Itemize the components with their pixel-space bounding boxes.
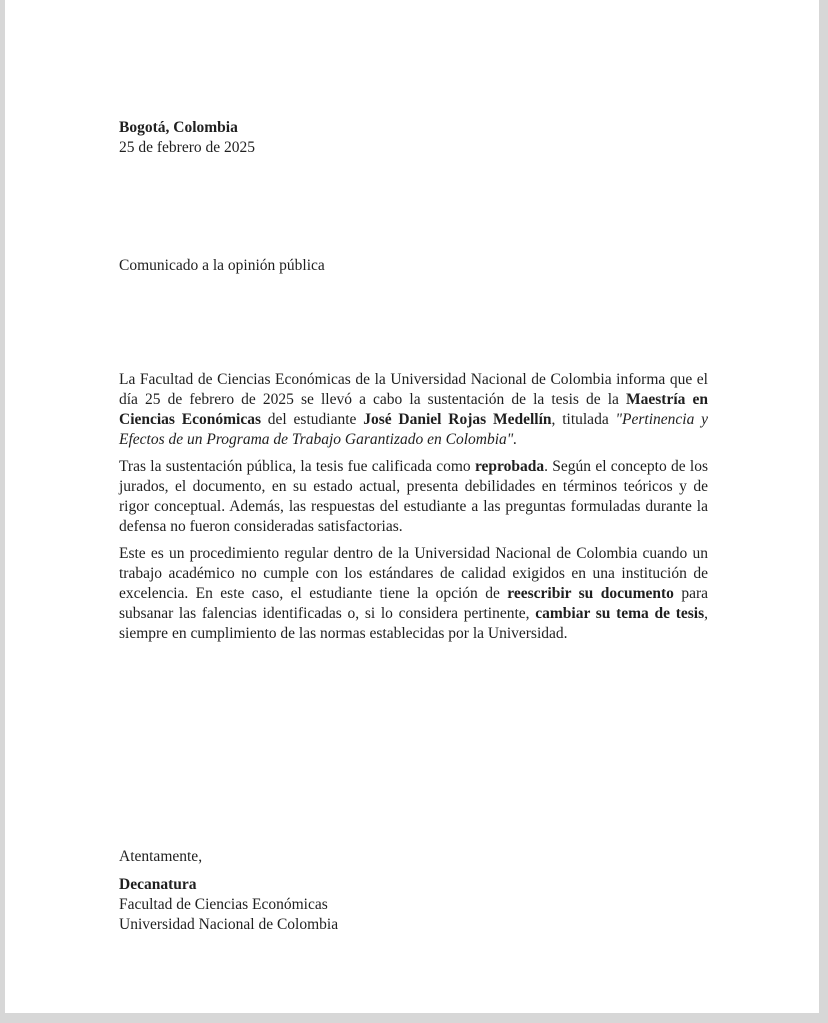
text-segment: . Según el concepto de los jurados, el documento, en su estado actual, presenta debilidades en términos teóricos y de rigor conceptual. Además, las respuestas del estudiante a las preguntas formuladas durante la defensa no fueron consideradas satisfactorias. [119, 458, 708, 535]
letter-body [119, 370, 708, 651]
letter-date-line: 25 de febrero de 2025 [119, 139, 256, 156]
text-segment: para subsanar las falencias identificadas o, si lo considera pertinente, [119, 585, 708, 622]
text-segment: La Facultad de Ciencias Económicas de la Universidad Nacional de Colombia informa que el día 25 de febrero de 2025 se llevó a cabo la sustentación de la tesis de la [119, 371, 708, 408]
paragraph-calificacion [119, 457, 708, 537]
closing-university-line: Universidad Nacional de Colombia [119, 916, 339, 933]
closing-salutation: Atentamente, [119, 848, 203, 865]
text-segment: del estudiante [261, 411, 364, 428]
letter-page [5, 0, 819, 1013]
text-segment: Este es un procedimiento regular dentro de la Universidad Nacional de Colombia cuando un trabajo académico no cumple con los estándares de calidad exigidos en una institución de excelencia. En este caso, el estudiante tiene la opción de [119, 545, 708, 602]
text-segment: , titulada [551, 411, 616, 428]
letter-city-line: Bogotá, Colombia [119, 119, 238, 136]
text-segment: "Pertinencia y Efectos de un Programa de Trabajo Garantizado en Colombia". [119, 411, 709, 448]
text-segment: , siempre en cumplimiento de las normas establecidas por la Universidad. [119, 605, 708, 642]
letter-subject: Comunicado a la opinión pública [119, 257, 325, 274]
letter-header [119, 118, 255, 158]
paragraph-sustentacion [119, 370, 708, 450]
paragraph-procedimiento [119, 544, 708, 644]
text-segment: Maestría en Ciencias Económicas [119, 391, 708, 428]
closing-signer: Decanatura [119, 876, 197, 893]
text-segment: José Daniel Rojas Medellín [363, 411, 552, 428]
text-segment: reprobada [474, 458, 545, 475]
letter-closing [119, 847, 338, 935]
text-segment: cambiar su tema de tesis [535, 605, 705, 622]
text-segment: Tras la sustentación pública, la tesis fue calificada como [119, 458, 475, 475]
closing-faculty-line: Facultad de Ciencias Económicas [119, 896, 328, 913]
text-segment: reescribir su documento [507, 585, 674, 602]
